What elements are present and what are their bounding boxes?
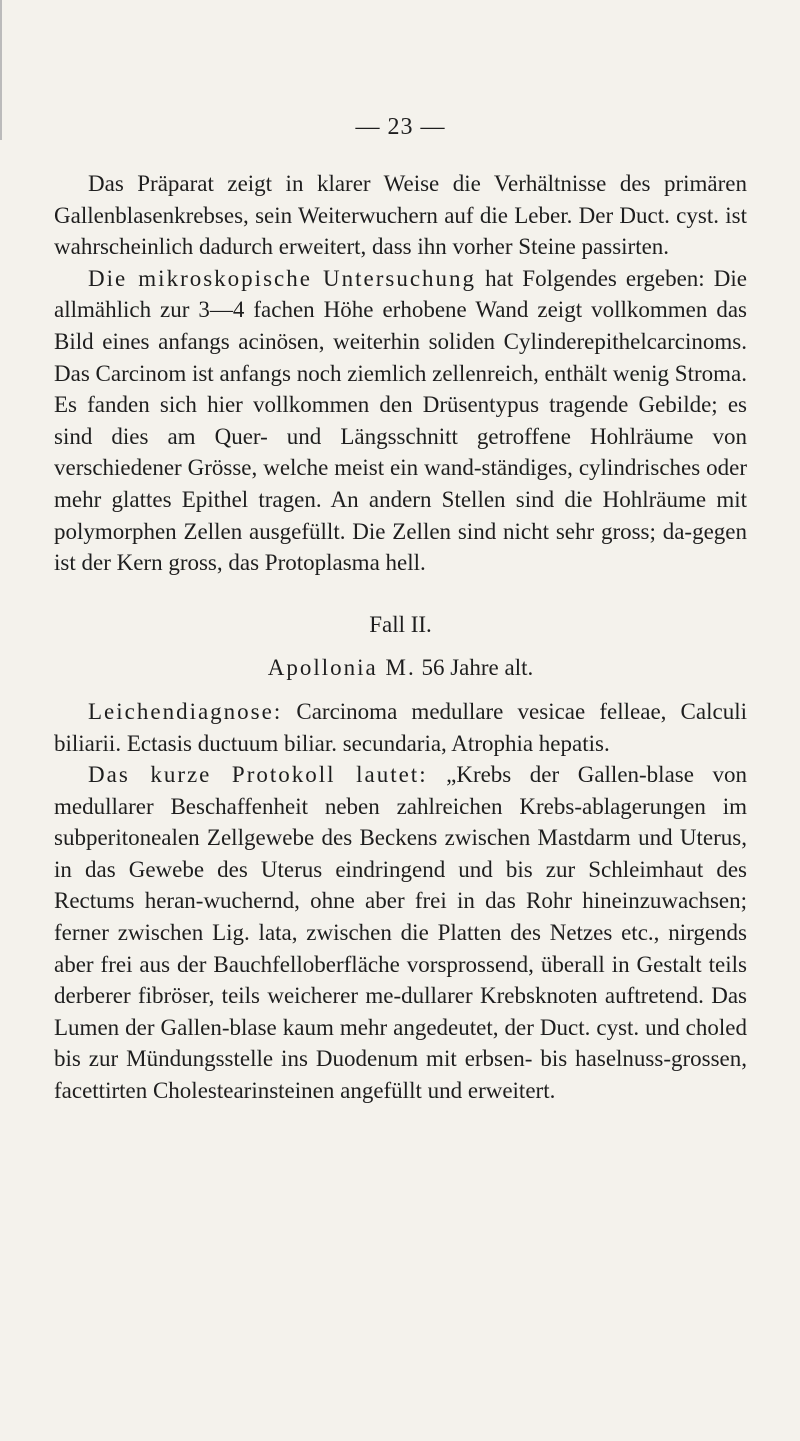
protocol-label: Das kurze Protokoll lautet: [88,762,428,788]
paragraph-preparation: Das Präparat zeigt in klarer Weise die Verhältnisse des primären Gallenblasenkrebses, sein Weiterwuchern auf die Leber. Der Duct. cyst. ist wahrscheinlich dadurch erweitert, dass ihn vorher Steine passirten. [54,171,747,260]
paragraph-microscopic-examination [54,263,747,579]
microscopic-text: hat Folgendes ergeben: Die allmählich zur 3—4 fachen Höhe erhobene Wand zeigt vollkommen das Bild eines anfangs acinösen, weiterhin soliden Cylinderepithelcarcinoms. Das Carcinom ist anfangs noch ziemlich zellenreich, enthält wenig Stroma. Es fanden sich hier vollkommen den Drüsentypus tragende Gebilde; es sind dies am Quer- und Längsschnitt getroffene Hohlräume von verschiedener Grösse, welche meist ein wand-ständiges, cylindrisches oder mehr glattes Epithel tragen. An andern Stellen sind die Hohlräume mit polymorphen Zellen ausgefüllt. Die Zellen sind nicht sehr gross; da-gegen ist der Kern gross, das Protoplasma hell. [54,265,747,576]
diagnosis-paragraph [54,696,747,759]
page-left-edge [0,0,7,140]
microscopic-heading: Die mikroskopische Untersuchung [88,265,477,291]
case-title: Fall II. [369,611,432,637]
page-number-header: — 23 — [355,114,446,140]
patient-age: 56 Jahre alt. [415,655,534,681]
document-page [54,112,747,1107]
diagnosis-text: Carcinoma medullare vesicae felleae, Calculi biliarii. Ectasis ductuum biliar. secundaria, Atrophia hepatis. [54,698,747,756]
case-patient-line [54,652,747,684]
diagnosis-label: Leichendiagnose: [88,698,283,724]
protocol-paragraph [54,759,747,1107]
protocol-text: „Krebs der Gallen-blase von medullarer Beschaffenheit neben zahlreichen Krebs-ablagerungen im subperitonealen Zellgewebe des Beckens zwischen Mastdarm und Uterus, in das Gewebe des Uterus eindringend und bis zur Schleimhaut des Rectums heran-wuchernd, ohne aber frei in das Rohr hineinzuwachsen; ferner zwischen Lig. lata, zwischen die Platten des Netzes etc., nirgends aber frei aus der Bauchfelloberfläche vorsprossend, überall in Gestalt teils derberer fibröser, teils weicherer me-dullarer Krebsknoten auftretend. Das Lumen der Gallen-blase kaum mehr angedeutet, der Duct. cyst. und choled bis zur Mündungsstelle ins Duodenum mit erbsen- bis haselnuss-grossen, facettirten Cholestearinsteinen angefüllt und erweitert. [54,762,747,1104]
patient-name: Apollonia M. [267,655,416,681]
